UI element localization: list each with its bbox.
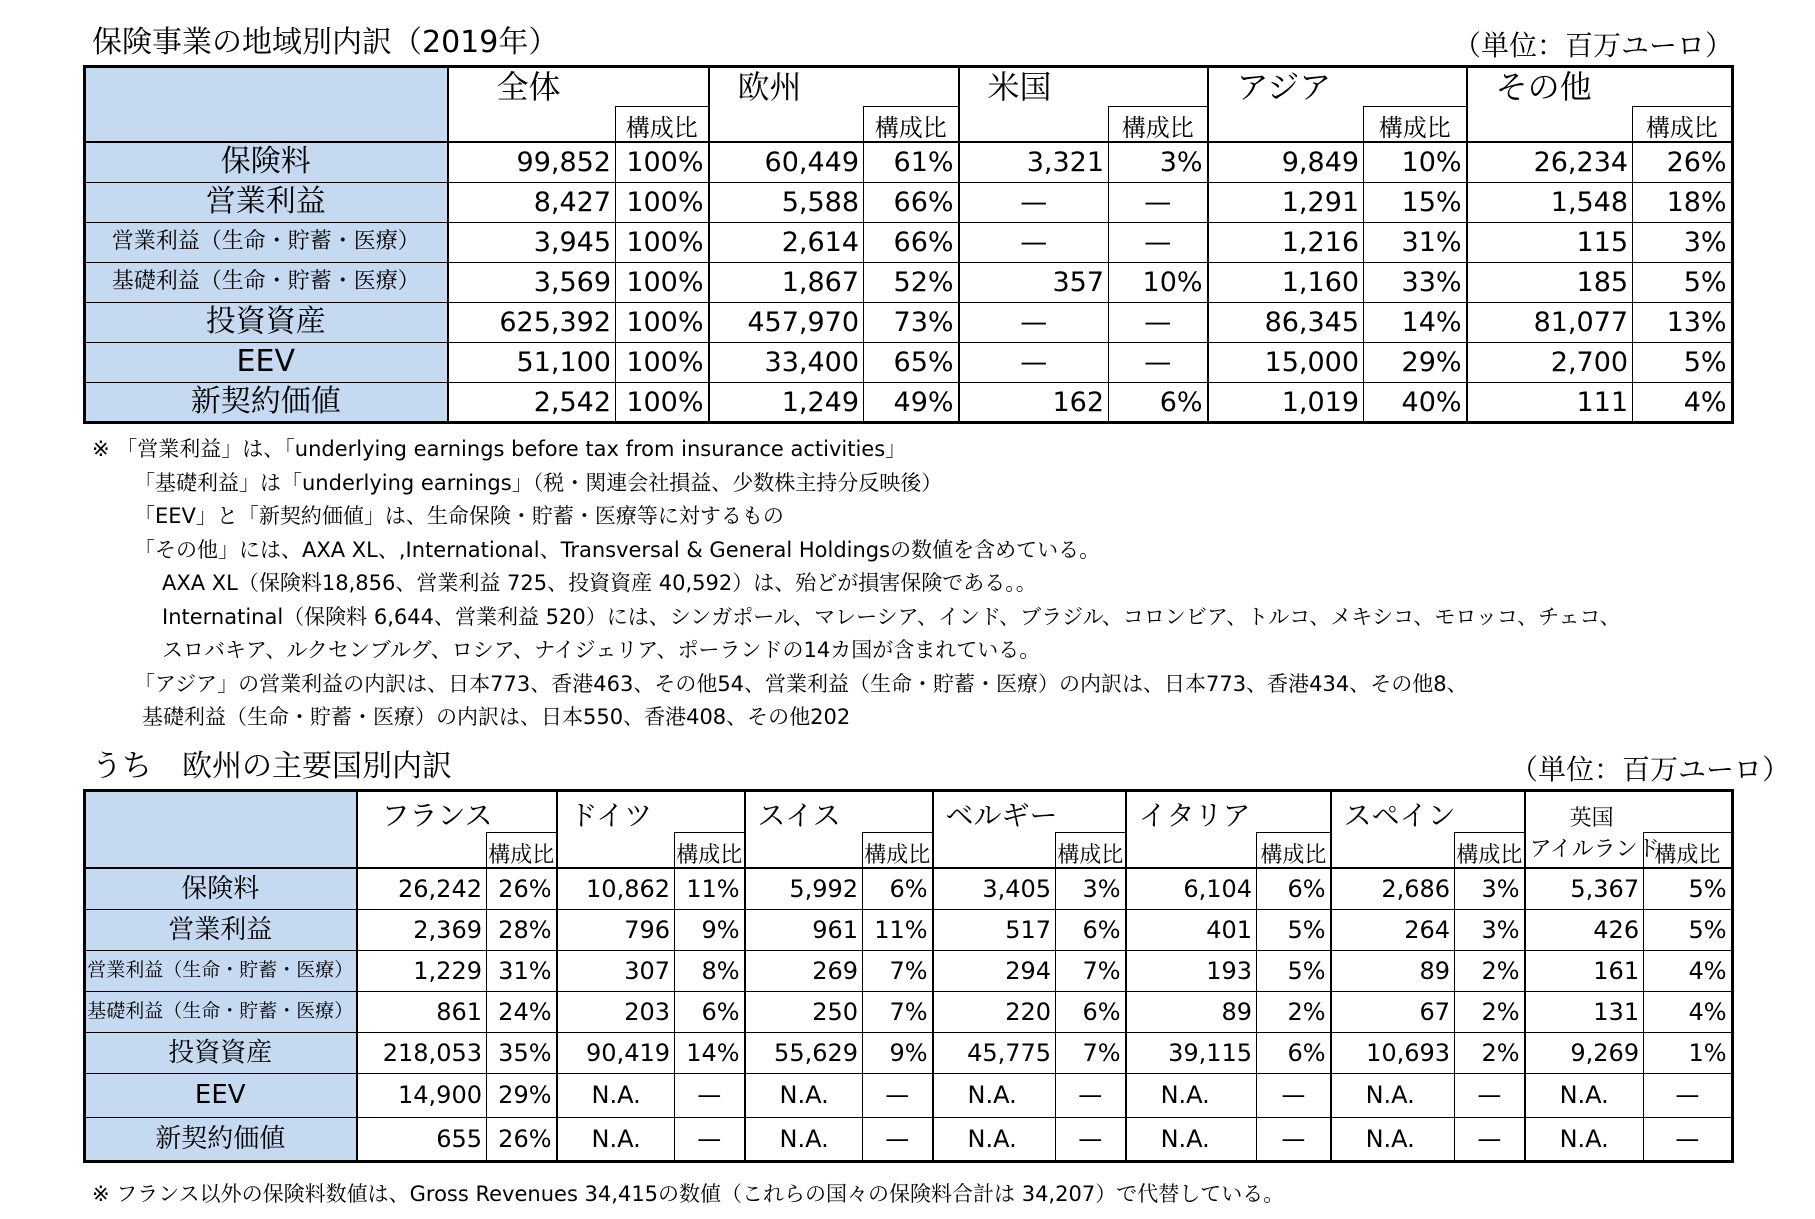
- table-row: [85, 991, 1732, 1032]
- value-cell: 99,852: [448, 142, 616, 182]
- value-cell: 2,700: [1467, 342, 1633, 382]
- table-row: [85, 868, 1732, 909]
- value-cell: —: [959, 302, 1109, 342]
- ratio-cell: 100%: [616, 382, 709, 422]
- ratio-cell: 14%: [1364, 302, 1467, 342]
- value-cell: 5,367: [1525, 868, 1644, 909]
- ratio-cell: 3%: [1455, 909, 1525, 950]
- value-cell: 131: [1525, 991, 1644, 1032]
- value-cell: 1,019: [1208, 382, 1364, 422]
- ratio-cell: 6%: [1257, 868, 1331, 909]
- ratio-cell: 6%: [1056, 909, 1126, 950]
- ratio-cell: 11%: [863, 909, 933, 950]
- ratio-cell: 65%: [864, 342, 959, 382]
- table-row: [85, 950, 1732, 991]
- ratio-cell: 35%: [487, 1032, 557, 1073]
- value-cell: 655: [357, 1117, 487, 1161]
- row-label: EEV: [85, 1073, 357, 1117]
- ratio-header: 構成比: [675, 832, 745, 868]
- value-cell: N.A.: [1126, 1073, 1257, 1117]
- value-cell: N.A.: [1126, 1117, 1257, 1161]
- value-cell: 161: [1525, 950, 1644, 991]
- bottom-table-title: うち 欧州の主要国別内訳: [92, 749, 452, 784]
- europe-country-breakdown-table: [84, 790, 1733, 1162]
- ratio-cell: 8%: [675, 950, 745, 991]
- value-cell: 81,077: [1467, 302, 1633, 342]
- value-cell: 5,992: [745, 868, 863, 909]
- ratio-header: 構成比: [863, 832, 933, 868]
- ratio-cell: 100%: [616, 262, 709, 302]
- value-cell: 10,693: [1331, 1032, 1455, 1073]
- row-label: 投資資産: [85, 1032, 357, 1073]
- value-cell: 5,588: [709, 182, 864, 222]
- ratio-cell: 26%: [1633, 142, 1732, 182]
- ratio-header: 構成比: [616, 106, 709, 142]
- ratio-cell: 100%: [616, 302, 709, 342]
- region-header-0: [448, 66, 709, 106]
- value-cell: 67: [1331, 991, 1455, 1032]
- ratio-cell: 5%: [1257, 950, 1331, 991]
- table-row: [85, 342, 1732, 382]
- ratio-cell: 31%: [487, 950, 557, 991]
- value-cell: 6,104: [1126, 868, 1257, 909]
- ratio-cell: 5%: [1633, 342, 1732, 382]
- ratio-cell: 49%: [864, 382, 959, 422]
- regional-breakdown-table: [84, 66, 1733, 423]
- value-cell: 426: [1525, 909, 1644, 950]
- ratio-cell: —: [1056, 1117, 1126, 1161]
- row-label: 保険料: [85, 142, 448, 182]
- header-corner-cell: [85, 790, 357, 868]
- value-cell: 2,542: [448, 382, 616, 422]
- country-header-label: ベルギー: [945, 798, 1058, 832]
- value-cell: 218,053: [357, 1032, 487, 1073]
- ratio-cell: 26%: [487, 1117, 557, 1161]
- row-label: 営業利益（生命・貯蓄・医療）: [85, 222, 448, 262]
- ratio-header: 構成比: [1257, 832, 1331, 868]
- region-header-spacer: [448, 106, 616, 142]
- table-row: [85, 909, 1732, 950]
- value-cell: 203: [557, 991, 675, 1032]
- value-cell: 86,345: [1208, 302, 1364, 342]
- table-row: [85, 222, 1732, 262]
- value-cell: 517: [933, 909, 1056, 950]
- country-header-0: [357, 790, 557, 832]
- ratio-cell: 6%: [1056, 991, 1126, 1032]
- value-cell: 1,216: [1208, 222, 1364, 262]
- value-cell: 1,548: [1467, 182, 1633, 222]
- value-cell: 9,849: [1208, 142, 1364, 182]
- value-cell: 33,400: [709, 342, 864, 382]
- value-cell: 1,867: [709, 262, 864, 302]
- region-header-label: 全体: [496, 68, 561, 107]
- country-header-spacer: [357, 832, 487, 868]
- value-cell: 162: [959, 382, 1109, 422]
- ratio-cell: 5%: [1257, 909, 1331, 950]
- value-cell: 9,269: [1525, 1032, 1644, 1073]
- row-label: 営業利益: [85, 909, 357, 950]
- ratio-cell: —: [1644, 1073, 1732, 1117]
- ratio-cell: 100%: [616, 222, 709, 262]
- ratio-cell: —: [1644, 1117, 1732, 1161]
- value-cell: N.A.: [933, 1073, 1056, 1117]
- ratio-cell: 9%: [863, 1032, 933, 1073]
- value-cell: N.A.: [557, 1073, 675, 1117]
- country-header-spacer: [933, 832, 1056, 868]
- country-header-spacer: [557, 832, 675, 868]
- value-cell: 8,427: [448, 182, 616, 222]
- region-header-label: その他: [1495, 68, 1592, 107]
- note-line: 「その他」には、AXA XL、,International、Transversal & General Holdingsの数値を含めている。: [134, 537, 1101, 562]
- value-cell: 250: [745, 991, 863, 1032]
- value-cell: —: [959, 222, 1109, 262]
- ratio-cell: 100%: [616, 342, 709, 382]
- table-row: [85, 382, 1732, 422]
- country-header-6: [1525, 790, 1732, 832]
- country-header-line2: アイルランド: [1529, 837, 1660, 862]
- country-header-label: フランス: [381, 798, 493, 832]
- note-line: Internatinal（保険料 6,644、営業利益 520）には、シンガポール、マレーシア、インド、ブラジル、コロンビア、トルコ、メキシコ、モロッコ、チェコ、: [162, 604, 1621, 629]
- ratio-header: 構成比: [1056, 832, 1126, 868]
- value-cell: 2,614: [709, 222, 864, 262]
- region-header-label: 欧州: [737, 68, 802, 107]
- table-row: [85, 302, 1732, 342]
- note-line: 「EEV」と「新契約価値」は、生命保険・貯蓄・医療等に対するもの: [134, 504, 784, 528]
- ratio-cell: 3%: [1109, 142, 1208, 182]
- ratio-cell: 4%: [1644, 950, 1732, 991]
- row-label: 新契約価値: [85, 1117, 357, 1161]
- value-cell: 60,449: [709, 142, 864, 182]
- row-label: 投資資産: [85, 302, 448, 342]
- region-header-label: アジア: [1236, 68, 1332, 107]
- note-line: ※ 「営業利益」は、「underlying earnings before tax from insurance activities」: [92, 437, 907, 461]
- value-cell: 193: [1126, 950, 1257, 991]
- ratio-header: 構成比: [487, 832, 557, 868]
- row-label: 新契約価値: [85, 382, 448, 422]
- row-label: 営業利益: [85, 182, 448, 222]
- value-cell: 1,160: [1208, 262, 1364, 302]
- header-corner-cell: [85, 66, 448, 142]
- ratio-cell: 15%: [1364, 182, 1467, 222]
- ratio-cell: 7%: [863, 950, 933, 991]
- ratio-cell: —: [1109, 222, 1208, 262]
- region-header-1: [709, 66, 959, 106]
- value-cell: 269: [745, 950, 863, 991]
- value-cell: 861: [357, 991, 487, 1032]
- ratio-cell: —: [1257, 1073, 1331, 1117]
- region-header-spacer: [959, 106, 1109, 142]
- region-header-2: [959, 66, 1208, 106]
- region-header-spacer: [1467, 106, 1633, 142]
- note-line: AXA XL（保険料18,856、営業利益 725、投資資産 40,592）は、殆どが損害保険である。。: [162, 571, 1037, 595]
- ratio-cell: 3%: [1633, 222, 1732, 262]
- value-cell: N.A.: [557, 1117, 675, 1161]
- ratio-cell: 31%: [1364, 222, 1467, 262]
- value-cell: —: [959, 342, 1109, 382]
- value-cell: 2,369: [357, 909, 487, 950]
- ratio-cell: —: [675, 1117, 745, 1161]
- table-row: [85, 1117, 1732, 1161]
- ratio-cell: 3%: [1056, 868, 1126, 909]
- value-cell: N.A.: [1331, 1117, 1455, 1161]
- table-row: [85, 142, 1732, 182]
- value-cell: 26,242: [357, 868, 487, 909]
- country-header-spacer: [1331, 832, 1455, 868]
- value-cell: 3,569: [448, 262, 616, 302]
- row-label: 保険料: [85, 868, 357, 909]
- note-line: 「基礎利益」は「underlying earnings」（税・関連会社損益、少数株主持分反映後）: [134, 470, 943, 495]
- ratio-cell: 2%: [1257, 991, 1331, 1032]
- ratio-cell: 11%: [675, 868, 745, 909]
- ratio-cell: 6%: [675, 991, 745, 1032]
- ratio-cell: —: [1109, 182, 1208, 222]
- country-header-2: [745, 790, 933, 832]
- value-cell: 2,686: [1331, 868, 1455, 909]
- value-cell: 51,100: [448, 342, 616, 382]
- country-header-1: [557, 790, 745, 832]
- value-cell: N.A.: [1525, 1073, 1644, 1117]
- ratio-cell: —: [1257, 1117, 1331, 1161]
- ratio-cell: 66%: [864, 222, 959, 262]
- value-cell: 3,321: [959, 142, 1109, 182]
- value-cell: 90,419: [557, 1032, 675, 1073]
- ratio-cell: 52%: [864, 262, 959, 302]
- ratio-cell: 5%: [1633, 262, 1732, 302]
- value-cell: 89: [1331, 950, 1455, 991]
- value-cell: 3,405: [933, 868, 1056, 909]
- ratio-cell: —: [1455, 1073, 1525, 1117]
- value-cell: 307: [557, 950, 675, 991]
- ratio-cell: 6%: [1257, 1032, 1331, 1073]
- value-cell: 457,970: [709, 302, 864, 342]
- table-row: [85, 182, 1732, 222]
- country-header-4: [1126, 790, 1331, 832]
- value-cell: N.A.: [1525, 1117, 1644, 1161]
- country-header-spacer: [1525, 832, 1660, 868]
- ratio-cell: —: [1056, 1073, 1126, 1117]
- row-label: 基礎利益（生命・貯蓄・医療）: [85, 991, 357, 1032]
- value-cell: N.A.: [745, 1073, 863, 1117]
- top-table-title: 保険事業の地域別内訳（2019年）: [92, 25, 559, 60]
- ratio-cell: 6%: [863, 868, 933, 909]
- ratio-cell: —: [1109, 342, 1208, 382]
- value-cell: N.A.: [1331, 1073, 1455, 1117]
- ratio-cell: 10%: [1109, 262, 1208, 302]
- country-header-label: スイス: [757, 798, 841, 832]
- row-label: 基礎利益（生命・貯蓄・医療）: [85, 262, 448, 302]
- ratio-cell: 5%: [1644, 868, 1732, 909]
- ratio-header: 構成比: [864, 106, 959, 142]
- ratio-cell: 33%: [1364, 262, 1467, 302]
- note-line: 「アジア」の営業利益の内訳は、日本773、香港463、その他54、営業利益（生命・貯蓄・医療）の内訳は、日本773、香港434、その他8、: [134, 671, 1468, 696]
- value-cell: 14,900: [357, 1073, 487, 1117]
- value-cell: 55,629: [745, 1032, 863, 1073]
- value-cell: 1,229: [357, 950, 487, 991]
- bottom-footnote: ※ フランス以外の保険料数値は、Gross Revenues 34,415の数値（これらの国々の保険料合計は 34,207）で代替している。: [92, 1182, 1285, 1206]
- ratio-cell: —: [863, 1117, 933, 1161]
- value-cell: 3,945: [448, 222, 616, 262]
- value-cell: N.A.: [745, 1117, 863, 1161]
- ratio-cell: 100%: [616, 142, 709, 182]
- ratio-cell: 7%: [863, 991, 933, 1032]
- ratio-cell: 6%: [1109, 382, 1208, 422]
- ratio-cell: 29%: [487, 1073, 557, 1117]
- top-table-unit: （単位：百万ユーロ）: [1453, 29, 1734, 62]
- country-header-label: スペイン: [1343, 798, 1456, 832]
- ratio-cell: —: [863, 1073, 933, 1117]
- ratio-cell: 18%: [1633, 182, 1732, 222]
- value-cell: 401: [1126, 909, 1257, 950]
- ratio-cell: 2%: [1455, 991, 1525, 1032]
- ratio-cell: 26%: [487, 868, 557, 909]
- region-header-4: [1467, 66, 1732, 106]
- value-cell: 220: [933, 991, 1056, 1032]
- value-cell: 111: [1467, 382, 1633, 422]
- value-cell: 89: [1126, 991, 1257, 1032]
- ratio-cell: 73%: [864, 302, 959, 342]
- note-line: スロバキア、ルクセンブルグ、ロシア、ナイジェリア、ポーランドの14カ国が含まれている。: [162, 638, 1041, 662]
- ratio-cell: 2%: [1455, 1032, 1525, 1073]
- ratio-cell: 7%: [1056, 950, 1126, 991]
- table-row: [85, 1032, 1732, 1073]
- ratio-header: 構成比: [1633, 106, 1732, 142]
- country-header-5: [1331, 790, 1525, 832]
- ratio-cell: 2%: [1455, 950, 1525, 991]
- table-row: [85, 1073, 1732, 1117]
- region-header-spacer: [1208, 106, 1364, 142]
- notes-block: [92, 432, 1792, 732]
- value-cell: 796: [557, 909, 675, 950]
- country-header-line1: 英国: [1569, 806, 1614, 832]
- ratio-header: 構成比: [1455, 832, 1525, 868]
- value-cell: 10,862: [557, 868, 675, 909]
- value-cell: 45,775: [933, 1032, 1056, 1073]
- ratio-cell: 10%: [1364, 142, 1467, 182]
- value-cell: 39,115: [1126, 1032, 1257, 1073]
- value-cell: 1,249: [709, 382, 864, 422]
- ratio-cell: 29%: [1364, 342, 1467, 382]
- country-header-label: ドイツ: [569, 798, 653, 832]
- ratio-cell: —: [675, 1073, 745, 1117]
- ratio-cell: 3%: [1455, 868, 1525, 909]
- region-header-spacer: [709, 106, 864, 142]
- value-cell: —: [959, 182, 1109, 222]
- value-cell: 625,392: [448, 302, 616, 342]
- ratio-header: 構成比: [1364, 106, 1467, 142]
- ratio-header: 構成比: [1644, 832, 1732, 868]
- ratio-cell: —: [1455, 1117, 1525, 1161]
- ratio-cell: 5%: [1644, 909, 1732, 950]
- ratio-cell: 100%: [616, 182, 709, 222]
- value-cell: 185: [1467, 262, 1633, 302]
- ratio-cell: 14%: [675, 1032, 745, 1073]
- note-line: 基礎利益（生命・貯蓄・医療）の内訳は、日本550、香港408、その他202: [142, 705, 851, 729]
- ratio-cell: 4%: [1633, 382, 1732, 422]
- ratio-cell: 24%: [487, 991, 557, 1032]
- ratio-cell: 4%: [1644, 991, 1732, 1032]
- value-cell: 15,000: [1208, 342, 1364, 382]
- table-row: [85, 262, 1732, 302]
- region-header-label: 米国: [987, 68, 1052, 107]
- ratio-cell: 9%: [675, 909, 745, 950]
- country-header-3: [933, 790, 1126, 832]
- ratio-cell: 28%: [487, 909, 557, 950]
- ratio-cell: 61%: [864, 142, 959, 182]
- value-cell: 961: [745, 909, 863, 950]
- ratio-cell: 1%: [1644, 1032, 1732, 1073]
- value-cell: 264: [1331, 909, 1455, 950]
- value-cell: 1,291: [1208, 182, 1364, 222]
- ratio-cell: 66%: [864, 182, 959, 222]
- value-cell: N.A.: [933, 1117, 1056, 1161]
- region-header-3: [1208, 66, 1467, 106]
- ratio-cell: 7%: [1056, 1032, 1126, 1073]
- value-cell: 26,234: [1467, 142, 1633, 182]
- value-cell: 357: [959, 262, 1109, 302]
- value-cell: 294: [933, 950, 1056, 991]
- country-header-spacer: [745, 832, 863, 868]
- ratio-header: 構成比: [1109, 106, 1208, 142]
- country-header-spacer: [1126, 832, 1257, 868]
- value-cell: 115: [1467, 222, 1633, 262]
- row-label: EEV: [85, 342, 448, 382]
- bottom-table-unit: （単位：百万ユーロ）: [1510, 753, 1791, 786]
- ratio-cell: —: [1109, 302, 1208, 342]
- country-header-label: イタリア: [1138, 798, 1251, 832]
- ratio-cell: 13%: [1633, 302, 1732, 342]
- row-label: 営業利益（生命・貯蓄・医療）: [85, 950, 357, 991]
- ratio-cell: 40%: [1364, 382, 1467, 422]
